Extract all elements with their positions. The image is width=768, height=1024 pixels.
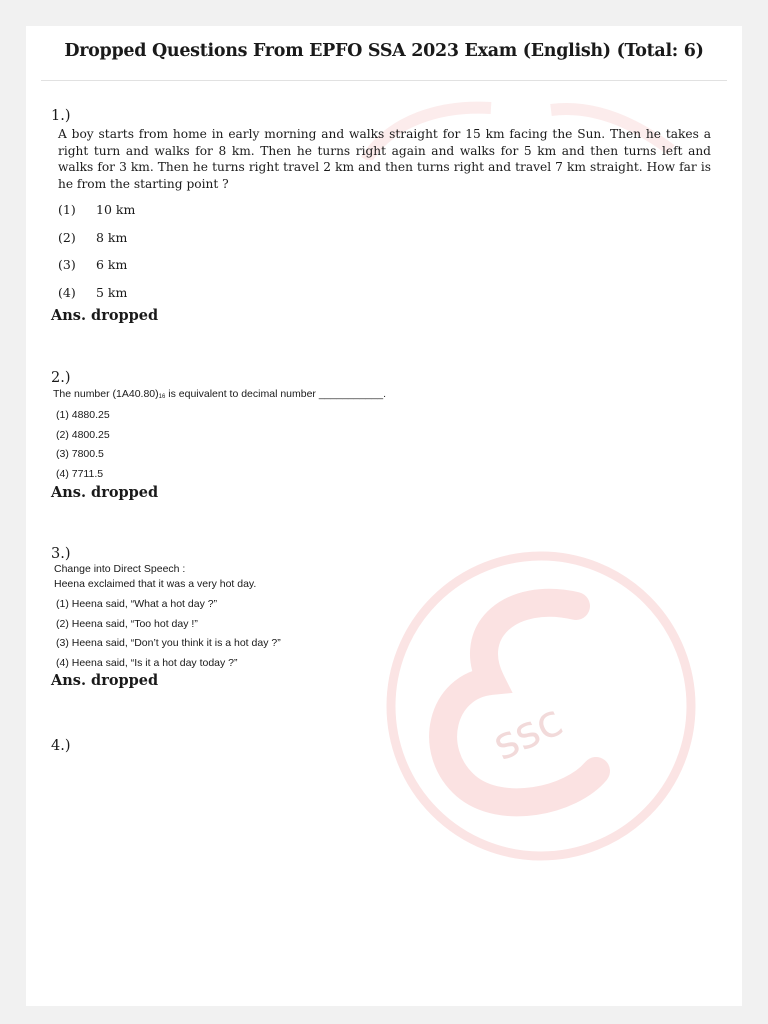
watermark-text: ssc	[485, 694, 571, 771]
option-1: (1) 10 km	[58, 202, 136, 217]
option-4: (4) 7711.5	[56, 467, 104, 480]
option-2: (2) Heena said, “Too hot day !”	[56, 617, 198, 630]
question-text: A boy starts from home in early morning and walks straight for 15 km facing the Sun. Then he takes a right turn and walks for 8 km. Then he turns right again and walks for 5 km and then turns left and walks for 3 km. Then he turns right travel 2 km and then turns right and travel 7 km straight. How far is he from the starting point ?	[58, 127, 711, 191]
question-number: 2.)	[51, 370, 71, 386]
document-page	[26, 26, 742, 1006]
question-number: 1.)	[51, 108, 71, 124]
options-list	[51, 408, 711, 486]
question-number: 4.)	[51, 738, 71, 754]
question-1	[51, 108, 711, 324]
option-2: (2) 8 km	[58, 229, 128, 245]
question-text: Heena exclaimed that it was a very hot day.	[54, 578, 257, 590]
question-number: 3.)	[51, 546, 71, 562]
option-4: (4) 5 km	[58, 284, 128, 300]
question-text: The number $(1A40.80)_{16}$ is equivalent to decimal number ___________.	[53, 388, 386, 400]
page-title: Dropped Questions From EPFO SSA 2023 Exam (English) (Total: 6)	[64, 41, 704, 61]
option-3: (3) Heena said, “Don’t you think it is a hot day ?”	[56, 637, 281, 649]
question-instruction: Change into Direct Speech :	[54, 563, 186, 575]
options-list	[51, 201, 711, 311]
header	[41, 26, 727, 81]
option-2: (2) 4800.25	[56, 428, 110, 441]
answer-status: Ans. dropped	[51, 672, 159, 689]
answer-status: Ans. dropped	[51, 307, 159, 324]
answer-status: Ans. dropped	[51, 484, 159, 501]
option-3: (3) 7800.5	[56, 448, 104, 460]
option-1: (1) Heena said, “What a hot day ?”	[56, 598, 218, 610]
question-3	[51, 546, 711, 689]
option-4: (4) Heena said, “Is it a hot day today ?”	[56, 656, 238, 669]
options-list	[51, 597, 711, 675]
option-1: (1) 4880.25	[56, 409, 110, 421]
question-2	[51, 370, 711, 501]
question-4	[51, 738, 711, 754]
option-3: (3) 6 km	[58, 257, 128, 272]
